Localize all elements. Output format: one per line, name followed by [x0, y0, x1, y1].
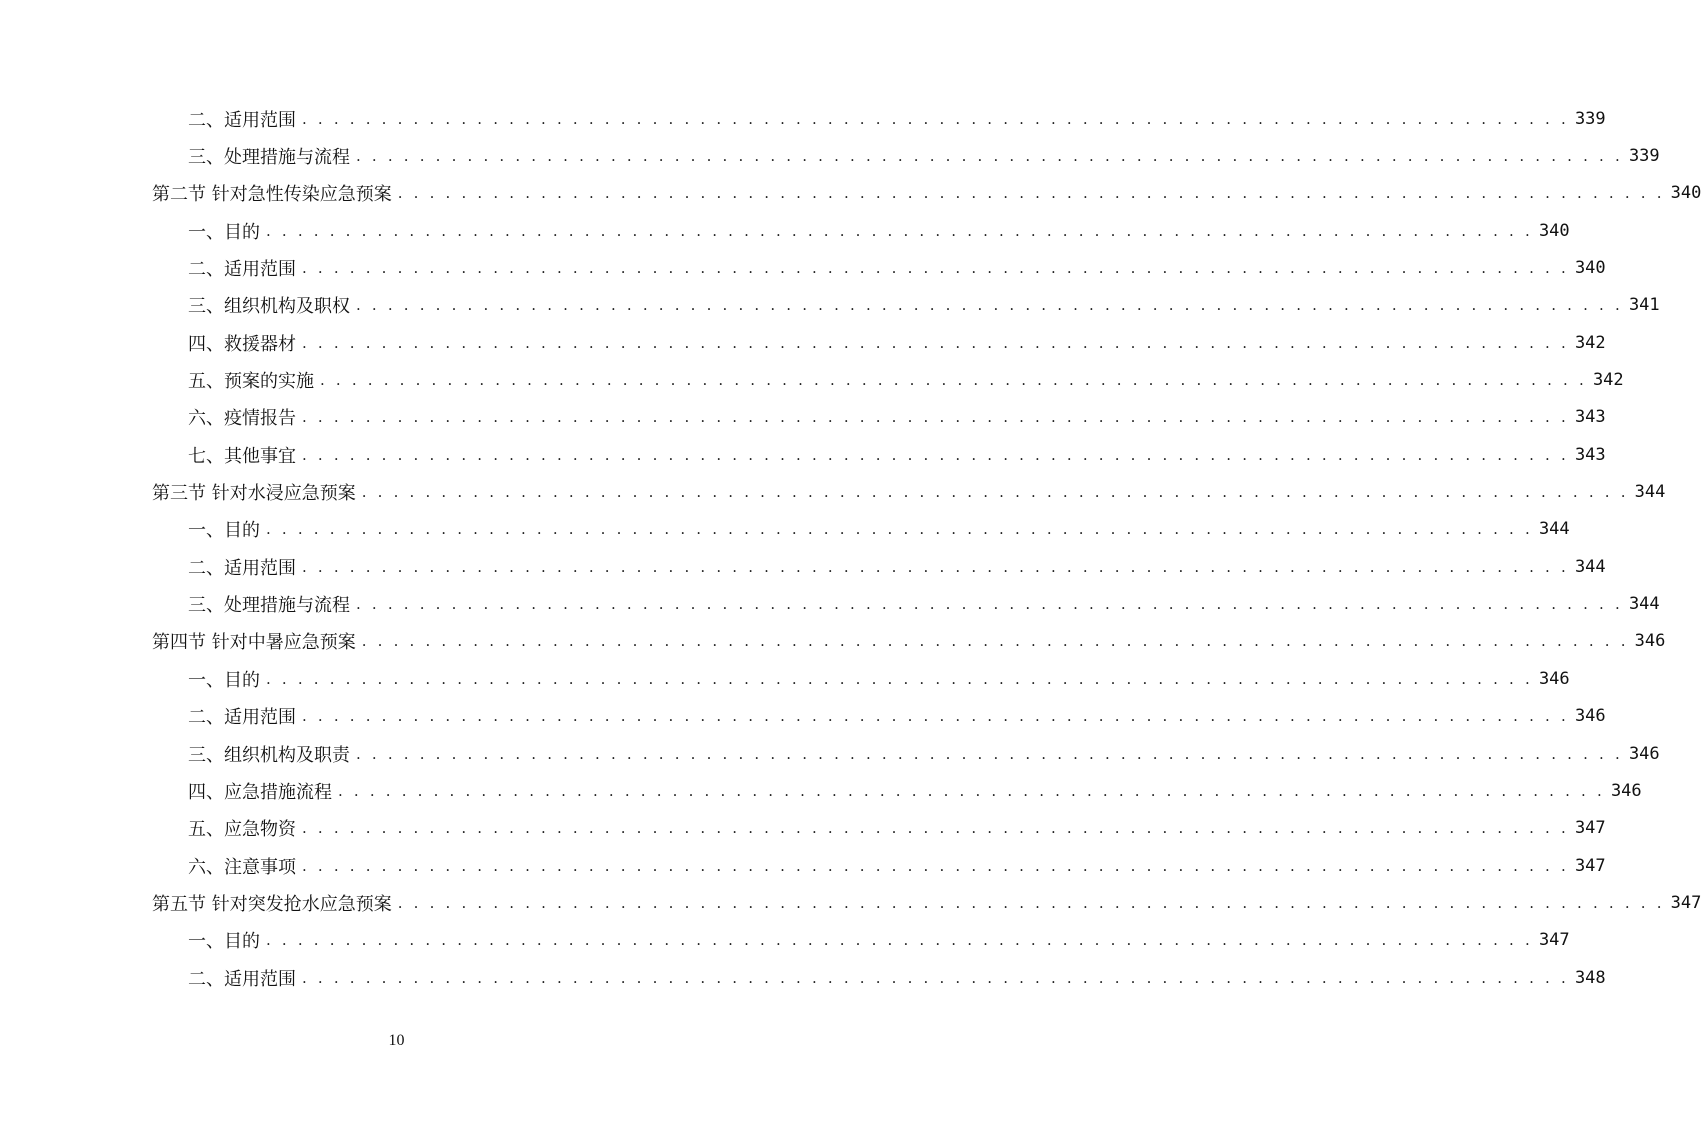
toc-entry-page: 344: [1634, 482, 1666, 503]
toc-leader-dots: . . . . . . . . . . . . . . . . . . . . . . . . . . . . . . . . . . . . . . . . . . . . . . . . . . . . . . . . . . . . . . . . . . . . . . . . . . . . . . . .: [302, 109, 1569, 128]
toc-section-entry[interactable]: [152, 175, 1701, 212]
toc-subentry[interactable]: [152, 436, 1606, 473]
toc-entry-page: 344: [1574, 556, 1606, 577]
toc-entry-title: 五、应急物资: [188, 819, 296, 841]
toc-subentry[interactable]: [152, 511, 1570, 548]
toc-leader-dots: . . . . . . . . . . . . . . . . . . . . . . . . . . . . . . . . . . . . . . . . . . . . . . . . . . . . . . . . . . . . . . . . . . . . . . . . . . . . . . . .: [338, 781, 1605, 800]
toc-entry-page: 341: [1628, 295, 1660, 316]
toc-entry-title: 二、适用范围: [188, 109, 296, 131]
page-number: 10: [388, 1032, 405, 1049]
toc-entry-title: 第五节 针对突发抢水应急预案: [152, 893, 392, 915]
toc-leader-dots: . . . . . . . . . . . . . . . . . . . . . . . . . . . . . . . . . . . . . . . . . . . . . . . . . . . . . . . . . . . . . . . . . . . . . . . . . . . . . . . .: [302, 557, 1569, 576]
toc-entry-page: 340: [1574, 258, 1606, 279]
toc-leader-dots: . . . . . . . . . . . . . . . . . . . . . . . . . . . . . . . . . . . . . . . . . . . . . . . . . . . . . . . . . . . . . . . . . . . . . . . . . . . . . . . .: [302, 968, 1569, 987]
toc-entry-title: 第三节 针对水浸应急预案: [152, 483, 356, 505]
toc-leader-dots: . . . . . . . . . . . . . . . . . . . . . . . . . . . . . . . . . . . . . . . . . . . . . . . . . . . . . . . . . . . . . . . . . . . . . . . . . . . . . . . .: [266, 221, 1533, 240]
toc-subentry[interactable]: [152, 772, 1642, 809]
toc-subentry[interactable]: [152, 548, 1606, 585]
toc-entry-page: 340: [1538, 220, 1570, 241]
toc-leader-dots: . . . . . . . . . . . . . . . . . . . . . . . . . . . . . . . . . . . . . . . . . . . . . . . . . . . . . . . . . . . . . . . . . . . . . . . . . . . . . . . .: [356, 595, 1623, 614]
toc-entry-title: 六、疫情报告: [188, 408, 296, 430]
toc-entry-title: 二、适用范围: [188, 707, 296, 729]
toc-subentry[interactable]: [152, 324, 1606, 361]
toc-leader-dots: . . . . . . . . . . . . . . . . . . . . . . . . . . . . . . . . . . . . . . . . . . . . . . . . . . . . . . . . . . . . . . . . . . . . . . . . . . . . . . . .: [302, 819, 1569, 838]
toc-leader-dots: . . . . . . . . . . . . . . . . . . . . . . . . . . . . . . . . . . . . . . . . . . . . . . . . . . . . . . . . . . . . . . . . . . . . . . . . . . . . . . . .: [302, 408, 1569, 427]
toc-leader-dots: . . . . . . . . . . . . . . . . . . . . . . . . . . . . . . . . . . . . . . . . . . . . . . . . . . . . . . . . . . . . . . . . . . . . . . . . . . . . . . . .: [302, 856, 1569, 875]
toc-leader-dots: . . . . . . . . . . . . . . . . . . . . . . . . . . . . . . . . . . . . . . . . . . . . . . . . . . . . . . . . . . . . . . . . . . . . . . . . . . . . . . . .: [302, 259, 1569, 278]
toc-entry-page: 340: [1670, 183, 1701, 204]
toc-leader-dots: . . . . . . . . . . . . . . . . . . . . . . . . . . . . . . . . . . . . . . . . . . . . . . . . . . . . . . . . . . . . . . . . . . . . . . . . . . . . . . . .: [361, 632, 1629, 651]
toc-entry-title: 三、组织机构及职责: [188, 744, 350, 766]
toc-entry-page: 346: [1538, 668, 1570, 689]
toc-leader-dots: . . . . . . . . . . . . . . . . . . . . . . . . . . . . . . . . . . . . . . . . . . . . . . . . . . . . . . . . . . . . . . . . . . . . . . . . . . . . . . . .: [266, 669, 1533, 688]
toc-leader-dots: . . . . . . . . . . . . . . . . . . . . . . . . . . . . . . . . . . . . . . . . . . . . . . . . . . . . . . . . . . . . . . . . . . . . . . . . . . . . . . . .: [361, 483, 1629, 502]
toc-entry-title: 七、其他事宜: [188, 445, 296, 467]
toc-subentry[interactable]: [152, 137, 1660, 174]
toc-entry-page: 344: [1628, 594, 1660, 615]
toc-entry-title: 二、适用范围: [188, 968, 296, 990]
toc-leader-dots: . . . . . . . . . . . . . . . . . . . . . . . . . . . . . . . . . . . . . . . . . . . . . . . . . . . . . . . . . . . . . . . . . . . . . . . . . . . . . . . .: [356, 296, 1623, 315]
table-of-contents: [152, 100, 1701, 996]
toc-subentry[interactable]: [152, 660, 1570, 697]
toc-entry-page: 347: [1574, 855, 1606, 876]
toc-entry-title: 一、目的: [188, 931, 260, 953]
toc-entry-page: 348: [1574, 967, 1606, 988]
toc-subentry[interactable]: [152, 959, 1606, 996]
toc-leader-dots: . . . . . . . . . . . . . . . . . . . . . . . . . . . . . . . . . . . . . . . . . . . . . . . . . . . . . . . . . . . . . . . . . . . . . . . . . . . . . . . .: [397, 893, 1665, 912]
toc-subentry[interactable]: [152, 847, 1606, 884]
toc-entry-page: 339: [1628, 146, 1660, 167]
toc-entry-page: 342: [1592, 370, 1624, 391]
toc-section-entry[interactable]: [152, 473, 1666, 510]
toc-section-entry[interactable]: [152, 884, 1701, 921]
toc-entry-title: 三、处理措施与流程: [188, 147, 350, 169]
toc-section-entry[interactable]: [152, 623, 1666, 660]
toc-entry-title: 二、适用范围: [188, 557, 296, 579]
toc-leader-dots: . . . . . . . . . . . . . . . . . . . . . . . . . . . . . . . . . . . . . . . . . . . . . . . . . . . . . . . . . . . . . . . . . . . . . . . . . . . . . . . .: [356, 744, 1623, 763]
toc-subentry[interactable]: [152, 810, 1606, 847]
toc-leader-dots: . . . . . . . . . . . . . . . . . . . . . . . . . . . . . . . . . . . . . . . . . . . . . . . . . . . . . . . . . . . . . . . . . . . . . . . . . . . . . . . .: [356, 147, 1623, 166]
toc-subentry[interactable]: [152, 399, 1606, 436]
toc-leader-dots: . . . . . . . . . . . . . . . . . . . . . . . . . . . . . . . . . . . . . . . . . . . . . . . . . . . . . . . . . . . . . . . . . . . . . . . . . . . . . . . .: [397, 184, 1665, 203]
toc-entry-page: 342: [1574, 332, 1606, 353]
toc-entry-page: 347: [1574, 818, 1606, 839]
toc-entry-title: 一、目的: [188, 520, 260, 542]
toc-entry-title: 六、注意事项: [188, 856, 296, 878]
toc-entry-title: 三、处理措施与流程: [188, 595, 350, 617]
toc-leader-dots: . . . . . . . . . . . . . . . . . . . . . . . . . . . . . . . . . . . . . . . . . . . . . . . . . . . . . . . . . . . . . . . . . . . . . . . . . . . . . . . .: [266, 931, 1533, 950]
toc-subentry[interactable]: [152, 361, 1624, 398]
toc-entry-title: 五、预案的实施: [188, 371, 314, 393]
toc-subentry[interactable]: [152, 249, 1606, 286]
toc-entry-title: 二、适用范围: [188, 259, 296, 281]
toc-entry-title: 一、目的: [188, 669, 260, 691]
toc-entry-title: 四、应急措施流程: [188, 781, 332, 803]
toc-entry-page: 346: [1628, 743, 1660, 764]
toc-subentry[interactable]: [152, 287, 1660, 324]
toc-entry-page: 346: [1610, 780, 1642, 801]
toc-leader-dots: . . . . . . . . . . . . . . . . . . . . . . . . . . . . . . . . . . . . . . . . . . . . . . . . . . . . . . . . . . . . . . . . . . . . . . . . . . . . . . . .: [266, 520, 1533, 539]
toc-leader-dots: . . . . . . . . . . . . . . . . . . . . . . . . . . . . . . . . . . . . . . . . . . . . . . . . . . . . . . . . . . . . . . . . . . . . . . . . . . . . . . . .: [320, 371, 1587, 390]
toc-subentry[interactable]: [152, 100, 1606, 137]
toc-entry-page: 343: [1574, 444, 1606, 465]
toc-entry-page: 347: [1538, 930, 1570, 951]
toc-entry-page: 339: [1574, 108, 1606, 129]
toc-entry-page: 347: [1670, 892, 1701, 913]
toc-leader-dots: . . . . . . . . . . . . . . . . . . . . . . . . . . . . . . . . . . . . . . . . . . . . . . . . . . . . . . . . . . . . . . . . . . . . . . . . . . . . . . . .: [302, 707, 1569, 726]
toc-leader-dots: . . . . . . . . . . . . . . . . . . . . . . . . . . . . . . . . . . . . . . . . . . . . . . . . . . . . . . . . . . . . . . . . . . . . . . . . . . . . . . . .: [302, 445, 1569, 464]
toc-entry-page: 343: [1574, 407, 1606, 428]
toc-entry-title: 一、目的: [188, 221, 260, 243]
toc-subentry[interactable]: [152, 922, 1570, 959]
toc-entry-title: 第四节 针对中暑应急预案: [152, 632, 356, 654]
toc-entry-title: 三、组织机构及职权: [188, 296, 350, 318]
toc-leader-dots: . . . . . . . . . . . . . . . . . . . . . . . . . . . . . . . . . . . . . . . . . . . . . . . . . . . . . . . . . . . . . . . . . . . . . . . . . . . . . . . .: [302, 333, 1569, 352]
toc-entry-title: 四、救援器材: [188, 333, 296, 355]
toc-subentry[interactable]: [152, 735, 1660, 772]
toc-subentry[interactable]: [152, 698, 1606, 735]
toc-entry-page: 346: [1634, 631, 1666, 652]
toc-entry-title: 第二节 针对急性传染应急预案: [152, 184, 392, 206]
toc-subentry[interactable]: [152, 212, 1570, 249]
toc-subentry[interactable]: [152, 585, 1660, 622]
toc-entry-page: 344: [1538, 519, 1570, 540]
toc-entry-page: 346: [1574, 706, 1606, 727]
